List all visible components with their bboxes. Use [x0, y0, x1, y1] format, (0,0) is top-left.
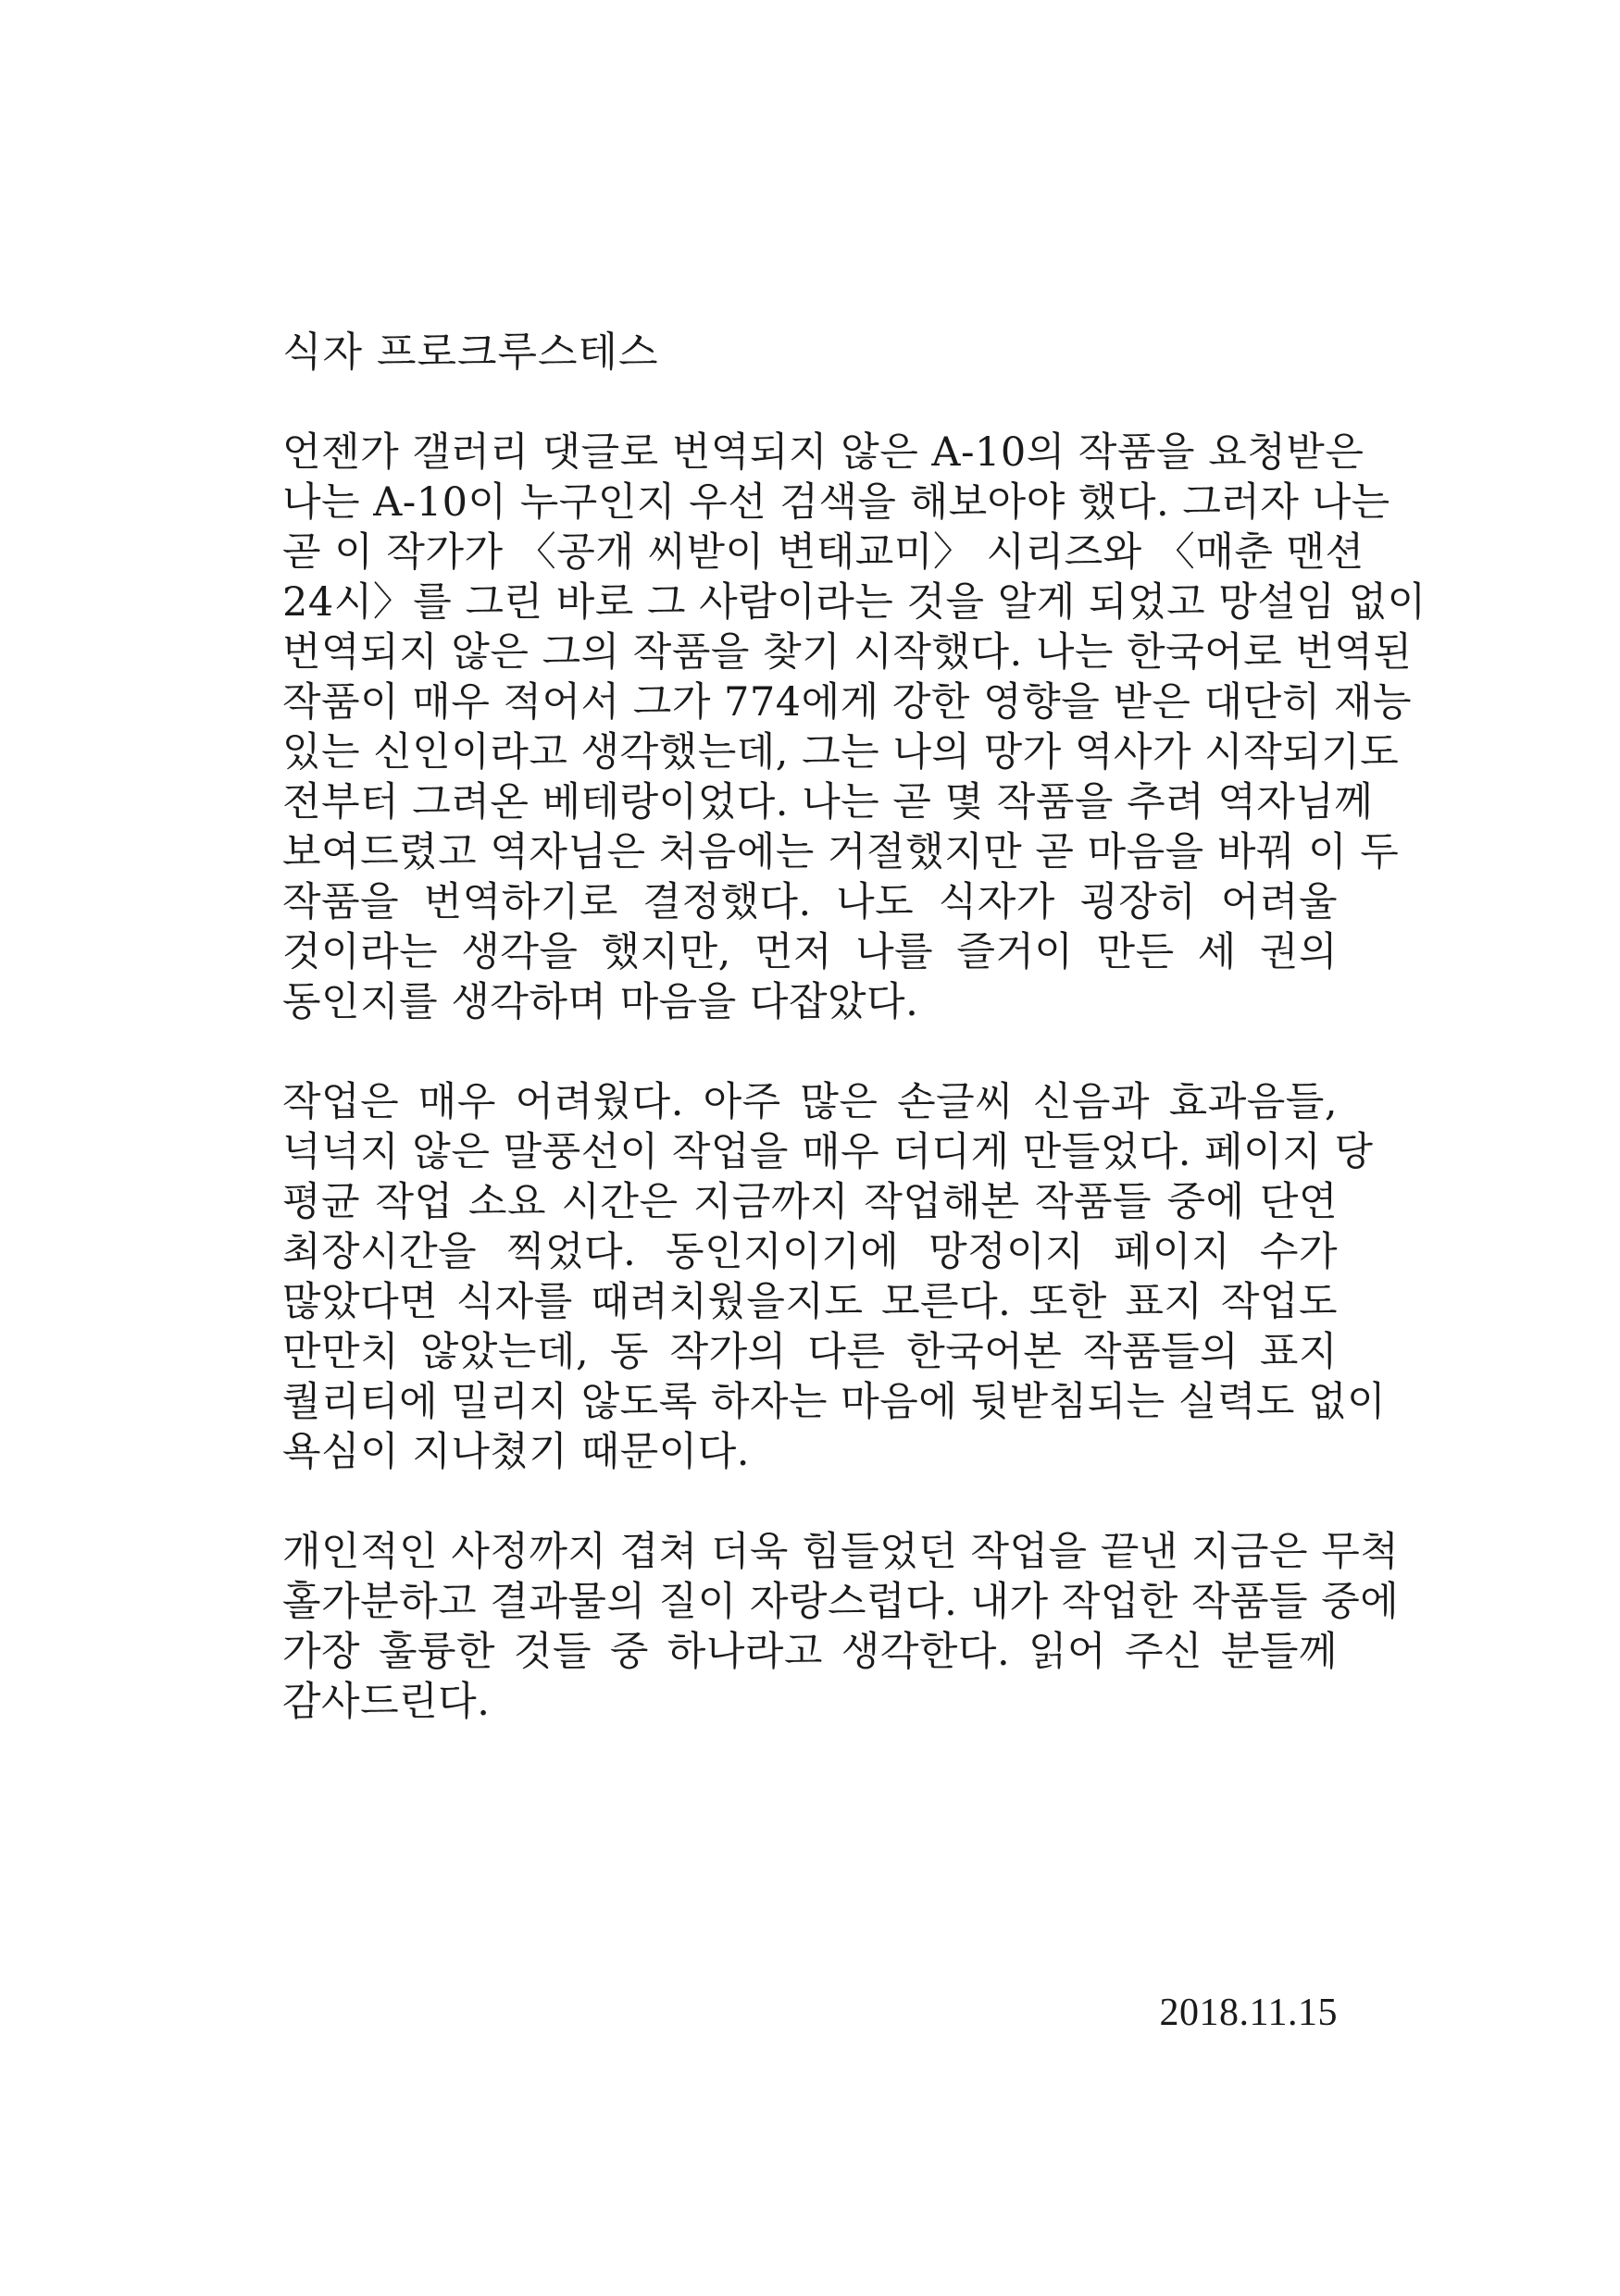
document-title: 식자 프로크루스테스: [282, 329, 659, 376]
paragraph-line: 곧 이 작가가 〈공개 씨받이 변태교미〉 시리즈와 〈매춘 맨션: [282, 529, 1365, 576]
paragraph-line: 나는 A-10이 누구인지 우선 검색을 해보아야 했다. 그러자 나는: [282, 479, 1390, 526]
paragraph-line: 가장 훌륭한 것들 중 하나라고 생각한다. 읽어 주신 분들께: [282, 1629, 1338, 1675]
paragraph-line: 최장시간을 찍었다. 동인지이기에 망정이지 페이지 수가: [282, 1229, 1338, 1275]
paragraph-line: 개인적인 사정까지 겹쳐 더욱 힘들었던 작업을 끝낸 지금은 무척: [282, 1529, 1400, 1575]
paragraph-line: 평균 작업 소요 시간은 지금까지 작업해본 작품들 중에 단연: [282, 1179, 1338, 1225]
paragraph-line: 욕심이 지나쳤기 때문이다.: [282, 1429, 750, 1475]
paragraph-line: 전부터 그려온 베테랑이었다. 나는 곧 몇 작품을 추려 역자님께: [282, 779, 1374, 825]
paragraph-line: 많았다면 식자를 때려치웠을지도 모른다. 또한 표지 작업도: [282, 1279, 1338, 1325]
paragraph-line: 작업은 매우 어려웠다. 아주 많은 손글씨 신음과 효과음들,: [282, 1079, 1338, 1125]
paragraph-line: 작품을 번역하기로 결정했다. 나도 식자가 굉장히 어려울: [282, 879, 1338, 925]
paragraph-line: 동인지를 생각하며 마음을 다잡았다.: [282, 979, 919, 1025]
document-body: [282, 328, 1427, 1777]
paragraph-1: [282, 428, 1427, 1027]
paragraph-line: 작품이 매우 적어서 그가 774에게 강한 영향을 받은 대단히 재능: [282, 679, 1413, 726]
paragraph-line: 만만치 않았는데, 동 작가의 다른 한국어본 작품들의 표지: [282, 1329, 1338, 1375]
paragraph-line: 24시〉를 그린 바로 그 사람이라는 것을 알게 되었고 망설임 없이: [282, 579, 1427, 626]
paragraph-line: 넉넉지 않은 말풍선이 작업을 매우 더디게 만들었다. 페이지 당: [282, 1129, 1374, 1175]
paragraph-line: 보여드렸고 역자님은 처음에는 거절했지만 곧 마음을 바꿔 이 두: [282, 829, 1400, 875]
paragraph-line: 감사드린다.: [282, 1679, 491, 1725]
paragraph-line: 것이라는 생각을 했지만, 먼저 나를 즐거이 만든 세 권의: [282, 929, 1338, 975]
document-date: 2018.11.15: [1159, 1992, 1338, 2034]
paragraph-line: 언젠가 갤러리 댓글로 번역되지 않은 A-10의 작품을 요청받은: [282, 429, 1365, 476]
paragraph-2: [282, 1077, 1387, 1477]
paragraph-line: 있는 신인이라고 생각했는데, 그는 나의 망가 역사가 시작되기도: [282, 729, 1400, 776]
paragraph-line: 홀가분하고 결과물의 질이 자랑스럽다. 내가 작업한 작품들 중에: [282, 1579, 1400, 1625]
paragraph-line: 퀄리티에 밀리지 않도록 하자는 마음에 뒷받침되는 실력도 없이: [282, 1379, 1387, 1425]
paragraph-3: [282, 1527, 1400, 1727]
paragraph-line: 번역되지 않은 그의 작품을 찾기 시작했다. 나는 한국어로 번역된: [282, 629, 1413, 676]
